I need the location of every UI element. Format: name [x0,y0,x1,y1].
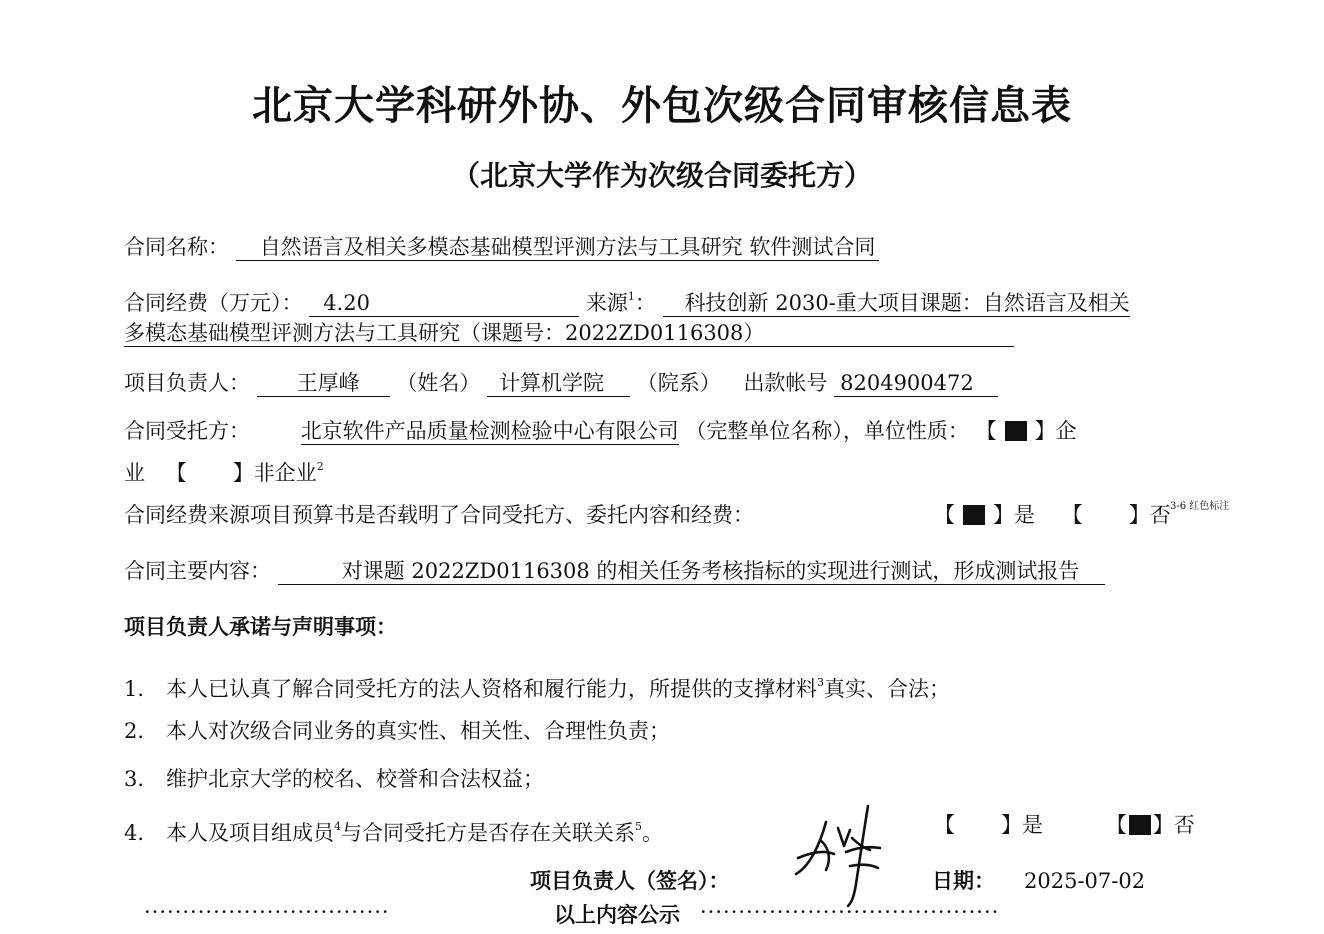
page-title: 北京大学科研外协、外包次级合同审核信息表 [252,83,1072,129]
commitment-text-2: 本人对次级合同业务的真实性、相关性、合理性负责； [166,719,670,743]
funding-source-colon: ： [634,291,656,315]
enterprise-checkbox [1005,421,1027,441]
funding-label: 合同经费（万元）： [124,291,303,315]
funding-source-row2 [124,318,1014,348]
commitment-text-4c: 。 [642,821,663,845]
budget-yes-bracket-close: 】 [993,503,1014,527]
funding-amount: 4.20 [309,290,579,317]
commitment-num-4: 4. [124,821,145,845]
date-value: 2025-07-02 [1024,869,1146,893]
funding-source-sup: 1 [627,290,635,303]
content-row [124,556,1105,586]
budget-yes-bracket-open: 【 [934,503,955,527]
commitment-text-1b: 真实、合法； [824,677,950,701]
commitments-heading: 项目负责人承诺与声明事项： [124,615,397,639]
relation-yes-checkbox [963,815,993,835]
budget-yes-label: 是 [1014,503,1035,527]
funding-source-line2: 多模态基础模型评测方法与工具研究（课题号：2022ZD0116308） [124,320,1014,347]
commitment-text-4a: 本人及项目组成员 [166,821,334,845]
commitment-sup-1: 3 [817,676,824,689]
contract-name-value: 自然语言及相关多模态基础模型评测方法与工具研究 软件测试合同 [236,234,880,261]
commitment-num-3: 3. [124,767,145,791]
account-label: 出款帐号 [743,371,828,395]
enterprise-label-part1: 企 [1055,419,1077,443]
non-enterprise-checkbox [195,463,225,483]
commitment-text-3: 维护北京大学的校名、校誉和合法权益； [166,767,544,791]
footer-dots-left: ································ [144,900,390,924]
trustee-name-hint: （完整单位名称），单位性质： [685,419,969,443]
leader-dept-hint: （院系） [636,371,721,395]
date-label: 日期： [932,869,995,893]
budget-no-bracket-close: 】 [1128,503,1150,527]
commitment-item-2 [124,716,670,746]
trustee-name: 北京软件产品质量检测检验中心有限公司 [300,419,679,443]
bracket-open-2: 【 [165,461,187,485]
bracket-close: 】 [1034,419,1056,443]
budget-question: 合同经费来源项目预算书是否载明了合同受托方、委托内容和经费： [124,503,754,527]
relation-yes-bracket-close: 】 [1001,813,1022,837]
funding-row [124,282,1130,318]
leader-name: 王厚峰 [257,370,390,397]
page-subtitle: （北京大学作为次级合同委托方） [451,159,872,192]
footer-dots-right: ······································· [700,900,1000,924]
enterprise-label-part2: 业 [124,461,145,485]
handwritten-signature [790,800,890,910]
bracket-open: 【 [975,419,997,443]
footer-text: 以上内容公示 [554,903,680,927]
account-number: 8204900472 [834,370,998,397]
budget-no-label: 否 [1149,503,1171,527]
relation-no-checkbox [1129,815,1151,835]
contract-name-row [124,232,879,262]
commitment-sup-4a: 4 [334,820,341,833]
leader-row [124,368,998,398]
trustee-row2 [124,452,324,488]
budget-no-bracket-open: 【 [1061,503,1083,527]
relation-no-label: 否 [1173,813,1195,837]
relation-no-bracket-close: 】 [1152,813,1174,837]
commitment-num-2: 2. [124,719,145,743]
commitment-num-1: 1. [124,677,145,701]
funding-source-label: 来源 [585,291,628,315]
commitment-item-1 [124,668,950,704]
budget-yes-checkbox [963,505,985,525]
budget-note: 3-6 红色标注 [1170,501,1230,512]
leader-label: 项目负责人： [124,371,250,395]
trustee-row [124,416,1077,446]
leader-name-hint: （姓名） [396,371,481,395]
budget-answers [934,500,1171,530]
commitment-item-4 [124,812,663,848]
budget-no-checkbox [1091,505,1121,525]
bracket-close-2: 】 [232,461,254,485]
commitment-text-4b: 与合同受托方是否存在关联关系 [341,821,635,845]
funding-source-line1: 科技创新 2030-重大项目课题：自然语言及相关 [663,290,1130,317]
trustee-label: 合同受托方： [124,419,250,443]
commitment-item-3 [124,764,544,794]
relation-yes-label: 是 [1022,813,1043,837]
content-value: 对课题 2022ZD0116308 的相关任务考核指标的实现进行测试，形成测试报告 [278,558,1106,585]
non-enterprise-label: 非企业 [253,461,317,485]
relation-no-bracket-open: 【 [1105,813,1127,837]
commitment-sup-4b: 5 [635,820,642,833]
budget-row [124,500,754,530]
content-label: 合同主要内容： [124,559,271,583]
commitment-text-1a: 本人已认真了解合同受托方的法人资格和履行能力，所提供的支撑材料 [166,677,817,701]
non-enterprise-sup: 2 [316,460,324,473]
leader-dept: 计算机学院 [487,370,630,397]
relation-yes-bracket-open: 【 [934,813,955,837]
relation-answers [934,810,1195,840]
contract-name-label: 合同名称： [124,235,229,259]
signature-label: 项目负责人（签名）： [530,869,730,893]
